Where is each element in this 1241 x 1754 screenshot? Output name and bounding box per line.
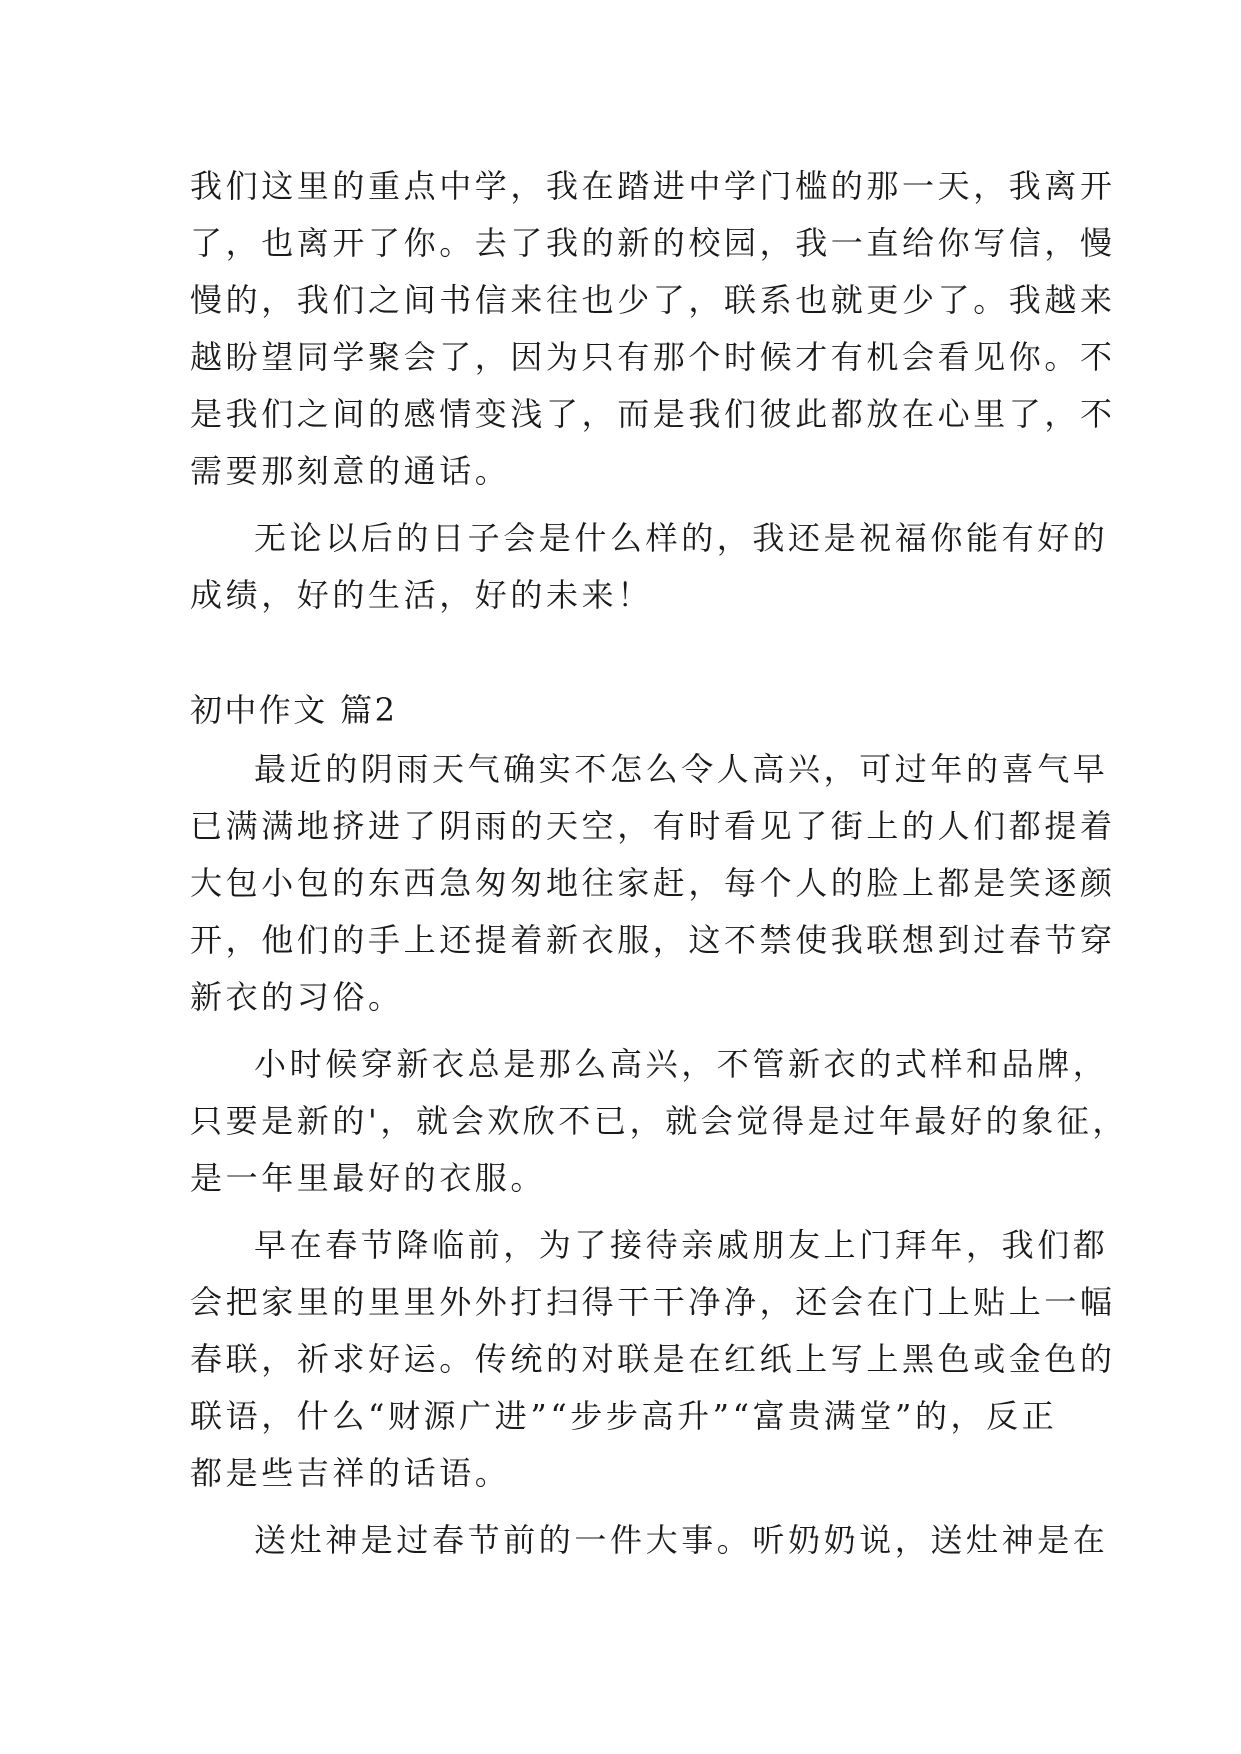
text-line: 小时候穿新衣总是那么高兴，不管新衣的式样和品牌，	[254, 1045, 1109, 1083]
text-line: 是一年里最好的衣服。	[190, 1159, 547, 1197]
text-line: 需要那刻意的通话。	[190, 452, 511, 490]
text-line: 越盼望同学聚会了，因为只有那个时候才有机会看见你。不	[190, 338, 1116, 376]
text-line: 无论以后的日子会是什么样的，我还是祝福你能有好的	[254, 519, 1109, 557]
text-line: 新衣的习俗。	[190, 978, 404, 1016]
essay-heading: 初中作文 篇2	[190, 691, 398, 729]
text-line: 送灶神是过春节前的一件大事。听奶奶说，送灶神是在	[254, 1521, 1109, 1559]
text-line: 是我们之间的感情变浅了，而是我们彼此都放在心里了，不	[190, 395, 1116, 433]
text-line: 联语，什么“财源广进”“步步高升”“富贵满堂”的，反正	[190, 1397, 1058, 1435]
text-line: 慢的，我们之间书信来往也少了，联系也就更少了。我越来	[190, 281, 1116, 319]
text-line: 成绩，好的生活，好的未来！	[190, 576, 653, 614]
text-line: 大包小包的东西急匆匆地往家赶，每个人的脸上都是笑逐颜	[190, 864, 1116, 902]
text-line: 了，也离开了你。去了我的新的校园，我一直给你写信，慢	[190, 224, 1116, 262]
text-line: 开，他们的手上还提着新衣服，这不禁使我联想到过春节穿	[190, 921, 1116, 959]
text-line: 我们这里的重点中学，我在踏进中学门槛的那一天，我离开	[190, 167, 1116, 205]
text-line: 只要是新的'，就会欢欣不已，就会觉得是过年最好的象征，	[190, 1102, 1128, 1140]
text-line: 会把家里的里里外外打扫得干干净净，还会在门上贴上一幅	[190, 1283, 1116, 1321]
text-line: 春联，祈求好运。传统的对联是在红纸上写上黑色或金色的	[190, 1340, 1116, 1378]
text-line: 早在春节降临前，为了接待亲戚朋友上门拜年，我们都	[254, 1226, 1109, 1264]
text-line: 已满满地挤进了阴雨的天空，有时看见了街上的人们都提着	[190, 807, 1116, 845]
text-line: 最近的阴雨天气确实不怎么令人高兴，可过年的喜气早	[254, 750, 1109, 788]
text-line: 都是些吉祥的话语。	[190, 1454, 511, 1492]
